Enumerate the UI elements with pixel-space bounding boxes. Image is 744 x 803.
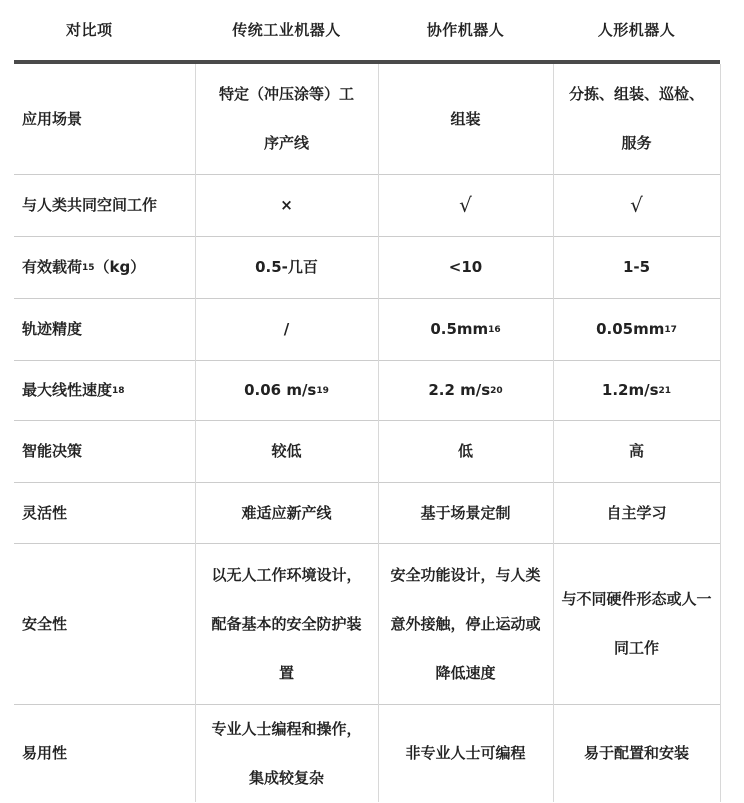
cell-traditional: 特定（冲压涂等）工序产线 [218, 85, 354, 152]
table-row [14, 237, 720, 298]
row-label: 有效载荷 15 （kg） [14, 237, 195, 298]
table-row [14, 175, 720, 236]
header-item: 对比项 [66, 20, 113, 39]
row-label-text: 最大线性速度 [22, 381, 113, 399]
cell-traditional [195, 175, 378, 236]
table-right-border [720, 64, 721, 802]
check-mark: √ [630, 193, 643, 217]
table-row [14, 64, 720, 174]
cell-humanoid: 与不同硬件形态或人一同工作 [561, 590, 712, 657]
value-text: 2.2 m/s [428, 381, 491, 399]
cell-collaborative: <10 [448, 258, 483, 276]
cell-traditional: 0.06 m/s 19 [195, 361, 378, 420]
cross-mark: × [280, 196, 293, 214]
value-text: 0.06 m/s [244, 381, 317, 399]
cell-traditional: 以无人工作环境设计，配备基本的安全防护装置 [211, 565, 362, 682]
cell-collaborative: 基于场景定制 [420, 503, 511, 522]
row-label: 应用场景 [22, 109, 83, 128]
row-label: 智能决策 [22, 442, 83, 460]
row-label: 最大线性速度 18 [14, 361, 195, 420]
cell-humanoid: 1-5 [622, 258, 651, 276]
cell-traditional: 专业人士编程和操作，集成较复杂 [211, 719, 362, 787]
cell-humanoid: 易于配置和安装 [583, 744, 689, 762]
cell-collaborative: 安全功能设计，与人类意外接触，停止运动或降低速度 [390, 565, 541, 682]
table-row [14, 421, 720, 482]
cell-collaborative: 非专业人士可编程 [405, 744, 526, 762]
cell-humanoid: 高 [628, 442, 644, 460]
row-label: 轨迹精度 [22, 320, 83, 338]
cell-humanoid: 分拣、组装、巡检、服务 [568, 85, 704, 152]
value-text: 0.5mm [430, 320, 489, 338]
row-label-unit: （kg） [94, 258, 146, 276]
row-label: 安全性 [22, 614, 68, 633]
column-divider [553, 64, 554, 802]
cell-traditional: 难适应新产线 [241, 503, 332, 522]
cell-humanoid: 0.05mm 17 [553, 299, 720, 360]
cell-humanoid [553, 175, 720, 236]
cell-traditional: 0.5-几百 [255, 258, 318, 276]
table-row [14, 361, 720, 420]
header-humanoid: 人形机器人 [597, 20, 676, 39]
cell-collaborative: 2.2 m/s 20 [378, 361, 553, 420]
header-traditional: 传统工业机器人 [232, 20, 341, 39]
row-label: 灵活性 [22, 503, 68, 522]
cell-collaborative [378, 175, 553, 236]
row-label: 易用性 [22, 744, 68, 762]
cell-collaborative: 0.5mm 16 [378, 299, 553, 360]
table-row [14, 483, 720, 543]
cell-traditional: 较低 [271, 442, 302, 460]
cell-traditional: / [283, 320, 290, 338]
header-collaborative: 协作机器人 [426, 20, 505, 39]
table-row [14, 544, 720, 704]
table-header [0, 0, 744, 58]
check-mark: √ [459, 193, 472, 217]
value-text: 0.05mm [596, 320, 665, 338]
cell-humanoid: 1.2m/s 21 [553, 361, 720, 420]
cell-humanoid: 自主学习 [606, 503, 667, 522]
column-divider [195, 64, 196, 802]
cell-collaborative: 低 [457, 442, 473, 460]
table-row [14, 705, 720, 802]
cell-collaborative: 组装 [450, 109, 481, 128]
row-label-text: 有效载荷 [22, 258, 83, 276]
column-divider [378, 64, 379, 802]
row-label: 与人类共同空间工作 [22, 196, 158, 214]
value-text: 1.2m/s [601, 381, 659, 399]
table-row [14, 299, 720, 360]
